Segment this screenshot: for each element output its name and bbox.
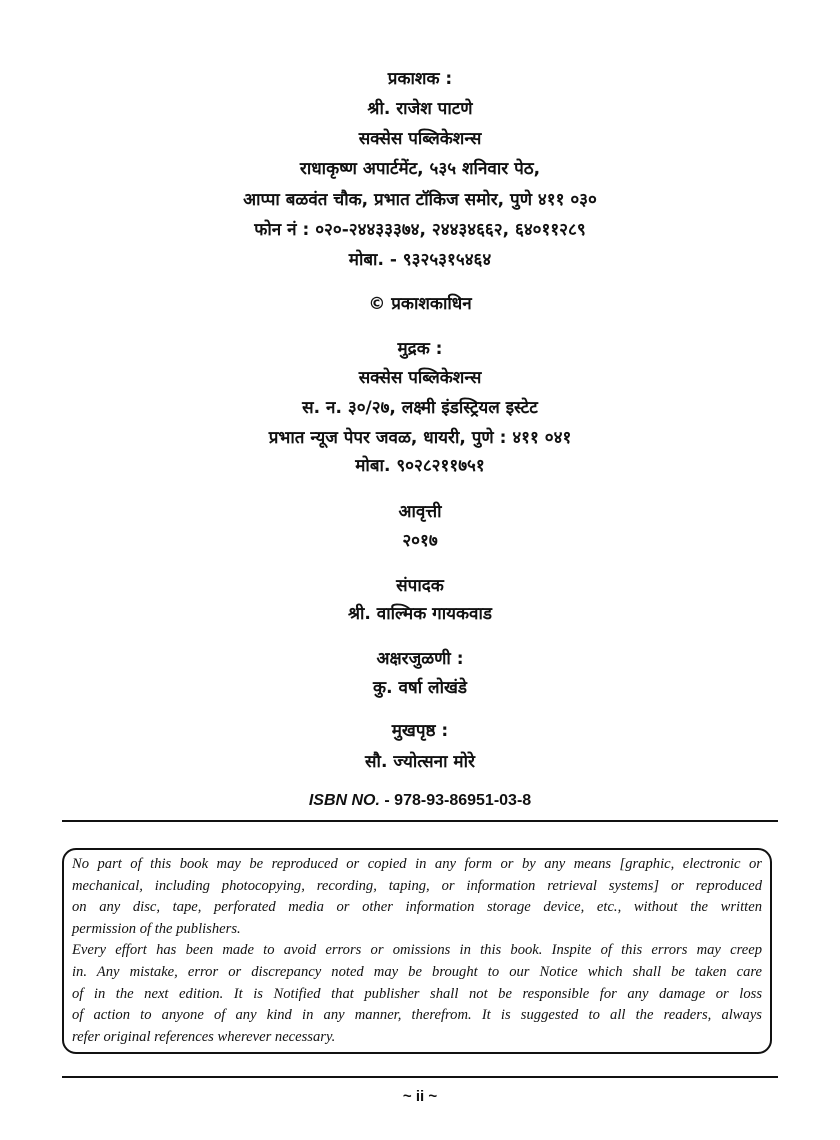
disclaimer-line: of action to anyone of any kind in any manner, therefrom. It is suggested to all the readers, always bbox=[72, 1007, 762, 1024]
isbn-value: - 978-93-86951-03-8 bbox=[379, 792, 532, 809]
editor-heading: संपादक bbox=[396, 576, 444, 596]
cover-name: सौ. ज्योत्सना मोरे bbox=[365, 752, 475, 772]
page-number: ~ ii ~ bbox=[402, 1088, 438, 1105]
disclaimer-box bbox=[62, 848, 772, 1054]
publisher-address-2: आप्पा बळवंत चौक, प्रभात टॉकिज समोर, पुणे ४११ ०३० bbox=[243, 190, 597, 210]
printer-company: सक्सेस पब्लिकेशन्स bbox=[358, 368, 482, 388]
publisher-name: श्री. राजेश पाटणे bbox=[367, 99, 473, 119]
isbn-label: ISBN NO. bbox=[308, 792, 380, 809]
publisher-mobile: मोबा. - ९३२५३१५४६४ bbox=[348, 250, 492, 270]
publisher-address-1: राधाकृष्ण अपार्टमेंट, ५३५ शनिवार पेठ, bbox=[299, 159, 541, 179]
publisher-company: सक्सेस पब्लिकेशन्स bbox=[358, 129, 482, 149]
divider-top bbox=[62, 820, 778, 822]
editor-name: श्री. वाल्मिक गायकवाड bbox=[347, 604, 493, 624]
disclaimer-line: permission of the publishers. bbox=[72, 920, 241, 937]
typesetting-name: कु. वर्षा लोखंडे bbox=[373, 678, 467, 698]
disclaimer-line: mechanical, including photocopying, recording, taping, or information retrieval systems] or reproduced bbox=[72, 877, 762, 894]
divider-bottom bbox=[62, 1076, 778, 1078]
printer-mobile: मोबा. ९०२८२११७५१ bbox=[355, 456, 485, 476]
printer-heading: मुद्रक : bbox=[397, 339, 443, 359]
typesetting-heading: अक्षरजुळणी : bbox=[376, 649, 464, 669]
isbn bbox=[0, 792, 840, 810]
disclaimer-line: refer original references wherever necessary. bbox=[72, 1028, 336, 1045]
copyright-notice: © प्रकाशकाधिन bbox=[368, 294, 472, 314]
disclaimer-line: No part of this book may be reproduced or copied in any form or by any means [graphic, electronic or bbox=[72, 856, 762, 872]
disclaimer-line: in. Any mistake, error or discrepancy noted may be brought to our Notice which shall be taken care bbox=[72, 963, 762, 980]
edition-heading: आवृत्ती bbox=[398, 502, 442, 522]
disclaimer-line: on any disc, tape, perforated media or other information storage device, etc., without the written bbox=[72, 899, 762, 916]
publisher-phone: फोन नं : ०२०-२४४३३३७४, २४४३४६६२, ६४०११२८९ bbox=[254, 220, 586, 240]
publisher-heading: प्रकाशक : bbox=[387, 69, 453, 89]
printer-address-1: स. न. ३०/२७, लक्ष्मी इंडस्ट्रियल इस्टेट bbox=[302, 398, 538, 418]
disclaimer-line: of in the next edition. It is Notified that publisher shall not be responsible for any damage or loss bbox=[72, 985, 762, 1002]
disclaimer-line: Every effort has been made to avoid errors or omissions in this book. Inspite of this errors may creep bbox=[72, 942, 762, 959]
edition-year: २०१७ bbox=[402, 531, 438, 551]
cover-heading: मुखपृष्ठ : bbox=[391, 721, 449, 741]
printer-address-2: प्रभात न्यूज पेपर जवळ, धायरी, पुणे : ४११ ०४१ bbox=[268, 428, 572, 448]
